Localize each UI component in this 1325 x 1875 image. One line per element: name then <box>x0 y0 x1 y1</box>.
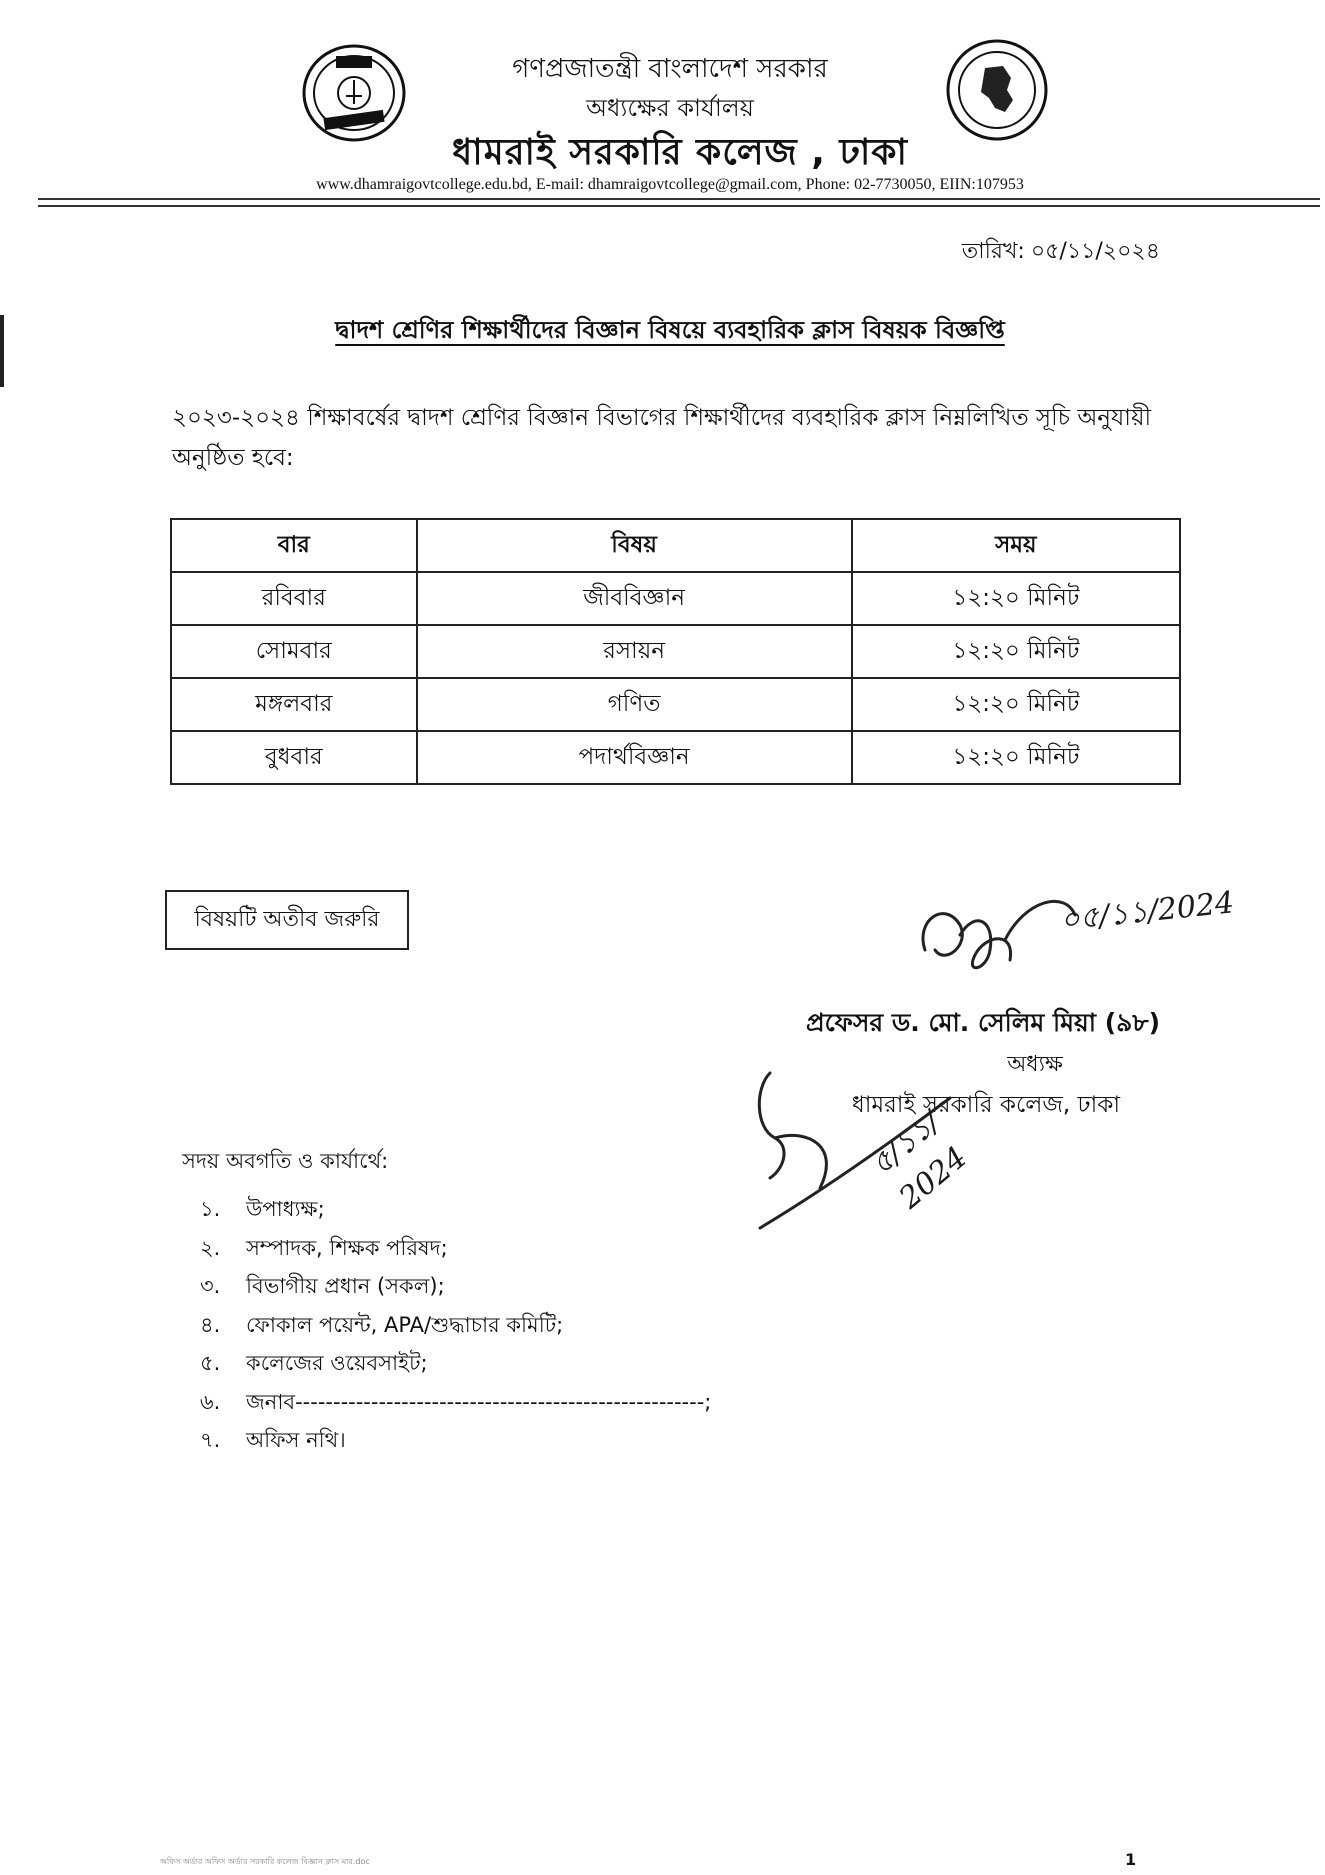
table-row <box>171 678 1180 731</box>
day-cell: রবিবার <box>171 572 417 625</box>
distribution-list <box>200 1190 711 1460</box>
column-header-time: সময় <box>852 519 1180 572</box>
time-cell: ১২:২০ মিনিট <box>852 572 1180 625</box>
list-item <box>200 1383 711 1422</box>
notice-date <box>880 234 1160 271</box>
principal-college: ধামরাই সরকারি কলেজ, ঢাকা <box>851 1092 1120 1118</box>
time-cell: ১২:২০ মিনিট <box>852 678 1180 731</box>
list-item-number: ৫. <box>200 1351 221 1375</box>
list-item-number: ২. <box>200 1235 221 1260</box>
footer-file-path: অফিস অর্ডার অফিস অর্ডার সরকারি কলেজ বিজ্ঞান ক্লাস মার.doc <box>160 1857 370 1866</box>
subject-cell: গণিত <box>417 678 852 731</box>
college-name: ধামরাই সরকারি কলেজ , ঢাকা <box>452 132 908 173</box>
notice-title-text: দ্বাদশ শ্রেণির শিক্ষার্থীদের বিজ্ঞান বিষয়ে ব্যবহারিক ক্লাস বিষয়ক বিজ্ঞপ্তি <box>335 316 1005 344</box>
list-item <box>200 1190 711 1229</box>
list-item-number: ১. <box>200 1197 221 1221</box>
page-number: 1 <box>1125 1850 1137 1869</box>
office-name: অধ্যক্ষের কার্যালয় <box>586 94 754 122</box>
list-item-text: বিভাগীয় প্রধান (সকল); <box>246 1274 445 1298</box>
table-header-row <box>171 519 1180 572</box>
column-header-day: বার <box>171 519 417 572</box>
date-label: তারিখ: <box>961 239 1025 264</box>
initial-date: ৫/১১/ 2024 <box>864 1104 974 1216</box>
header-divider <box>38 205 1320 207</box>
distribution-heading: সদয় অবগতি ও কার্যার্থে: <box>182 1149 389 1173</box>
schedule-table <box>170 518 1181 785</box>
list-item-text: উপাধ্যক্ষ; <box>246 1197 325 1221</box>
day-cell: সোমবার <box>171 625 417 678</box>
list-item-number: ৪. <box>200 1312 221 1337</box>
list-item <box>200 1229 711 1268</box>
date-value: ০৫/১১/২০২৪ <box>1030 239 1160 264</box>
signature-date: ০৫/১১/2024 <box>1058 885 1236 939</box>
subject-cell: পদার্থবিজ্ঞান <box>417 731 852 784</box>
list-item <box>200 1267 711 1306</box>
list-item <box>200 1306 711 1345</box>
table-row <box>171 731 1180 784</box>
table-row <box>171 625 1180 678</box>
list-item-text: অফিস নথি। <box>246 1428 346 1452</box>
contact-info: www.dhamraigovtcollege.edu.bd, E-mail: dhamraigovtcollege@gmail.com, Phone: 02-7730050, EIIN:107953 <box>316 176 1024 193</box>
government-name: গণপ্রজাতন্ত্রী বাংলাদেশ সরকার <box>512 54 828 84</box>
list-item-number: ৭. <box>200 1428 221 1452</box>
list-item-text: ফোকাল পয়েন্ট, APA/শুদ্ধাচার কমিটি; <box>246 1312 564 1337</box>
column-header-subject: বিষয় <box>417 519 852 572</box>
list-item <box>200 1421 711 1460</box>
list-item-number: ৬. <box>200 1389 221 1414</box>
time-cell: ১২:২০ মিনিট <box>852 625 1180 678</box>
principal-designation: অধ্যক্ষ <box>1007 1052 1063 1077</box>
scan-margin-mark <box>0 315 4 387</box>
principal-name: প্রফেসর ড. মো. সেলিম মিয়া (৯৮) <box>805 1008 1160 1037</box>
table-row <box>171 572 1180 625</box>
list-item-text: জনাব------------------------------------------------------; <box>246 1389 712 1414</box>
list-item-number: ৩. <box>200 1274 221 1298</box>
day-cell: মঙ্গলবার <box>171 678 417 731</box>
header-divider <box>38 198 1320 200</box>
list-item <box>200 1344 711 1383</box>
day-cell: বুধবার <box>171 731 417 784</box>
list-item-text: কলেজের ওয়েবসাইট; <box>246 1351 428 1375</box>
subject-cell: রসায়ন <box>417 625 852 678</box>
list-item-text: সম্পাদক, শিক্ষক পরিষদ; <box>246 1235 448 1260</box>
urgent-note-box: বিষয়টি অতীব জরুরি <box>165 890 409 950</box>
subject-cell: জীববিজ্ঞান <box>417 572 852 625</box>
notice-title <box>200 312 1140 352</box>
time-cell: ১২:২০ মিনিট <box>852 731 1180 784</box>
intro-paragraph: ২০২৩-২০২৪ শিক্ষাবর্ষের দ্বাদশ শ্রেণির বিজ্ঞান বিভাগের শিক্ষার্থীদের ব্যবহারিক ক্লাস নিম্নলিখিত সূচি অনুযায়ী অনুষ্ঠিত হবে: <box>172 405 1152 471</box>
